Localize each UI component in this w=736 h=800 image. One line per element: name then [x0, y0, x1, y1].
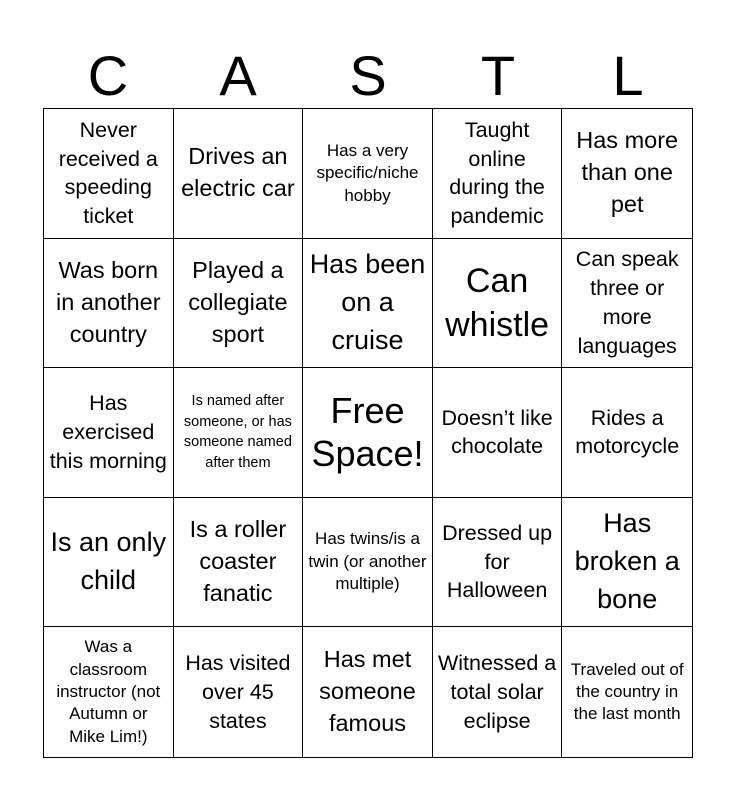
cell-text: Has a very specific/niche hobby: [316, 140, 419, 205]
bingo-header: [43, 44, 693, 108]
bingo-cell[interactable]: [433, 627, 563, 757]
cell-text: Free Space!: [311, 389, 424, 475]
cell-text: Has met someone famous: [319, 646, 416, 737]
bingo-cell[interactable]: [44, 368, 174, 498]
cell-text: Has been on a cruise: [309, 249, 426, 355]
bingo-cell[interactable]: [44, 498, 174, 628]
cell-text: Has exercised this morning: [49, 391, 167, 473]
bingo-cell[interactable]: [44, 627, 174, 757]
cell-text: Is an only child: [50, 527, 167, 596]
cell-text: Is named after someone, or has someone named after them: [183, 393, 292, 472]
cell-text: Has more than one pet: [576, 127, 679, 218]
bingo-cell[interactable]: [562, 239, 692, 369]
bingo-cell[interactable]: [562, 498, 692, 628]
cell-text: Never received a speeding ticket: [58, 117, 158, 229]
bingo-cell[interactable]: [562, 368, 692, 498]
bingo-cell[interactable]: [174, 239, 304, 369]
cell-text: Has visited over 45 states: [185, 651, 291, 733]
bingo-cell[interactable]: [433, 109, 563, 239]
bingo-cell[interactable]: [303, 498, 433, 628]
cell-text: Was a classroom instructor (not Autumn or Mike Lim!): [56, 637, 161, 746]
bingo-cell[interactable]: [174, 368, 304, 498]
bingo-cell[interactable]: [174, 498, 304, 628]
cell-text: Witnessed a total solar eclipse: [437, 651, 557, 733]
bingo-cell[interactable]: [562, 109, 692, 239]
bingo-cell[interactable]: [303, 239, 433, 369]
bingo-cell[interactable]: [433, 239, 563, 369]
free-space-cell[interactable]: [303, 368, 433, 498]
cell-text: Can whistle: [445, 261, 550, 344]
header-letter-s: S: [349, 44, 387, 107]
cell-text: Drives an electric car: [181, 143, 295, 202]
header-letter-l: L: [612, 44, 644, 107]
header-letter-a: A: [219, 44, 257, 107]
header-letter-c: C: [87, 44, 129, 107]
cell-text: Has broken a bone: [574, 508, 680, 614]
bingo-cell[interactable]: [303, 109, 433, 239]
cell-text: Dressed up for Halloween: [442, 520, 553, 603]
cell-text: Played a collegiate sport: [188, 256, 288, 347]
bingo-cell[interactable]: [44, 239, 174, 369]
bingo-cell[interactable]: [174, 627, 304, 757]
header-letter-t: T: [480, 44, 516, 107]
cell-text: Taught online during the pandemic: [449, 117, 545, 229]
cell-text: Has twins/is a twin (or another multiple): [308, 529, 427, 594]
bingo-cell[interactable]: [433, 498, 563, 628]
bingo-cell[interactable]: [433, 368, 563, 498]
cell-text: Was born in another country: [56, 256, 161, 347]
cell-text: Rides a motorcycle: [575, 405, 680, 459]
cell-text: Doesn’t like chocolate: [441, 405, 553, 459]
cell-text: Traveled out of the country in the last month: [570, 659, 684, 724]
bingo-cell[interactable]: [44, 109, 174, 239]
bingo-board: [43, 108, 693, 758]
bingo-cell[interactable]: [562, 627, 692, 757]
cell-text: Can speak three or more languages: [575, 247, 679, 358]
bingo-cell[interactable]: [303, 627, 433, 757]
bingo-cell[interactable]: [174, 109, 304, 239]
cell-text: Is a roller coaster fanatic: [189, 516, 287, 607]
